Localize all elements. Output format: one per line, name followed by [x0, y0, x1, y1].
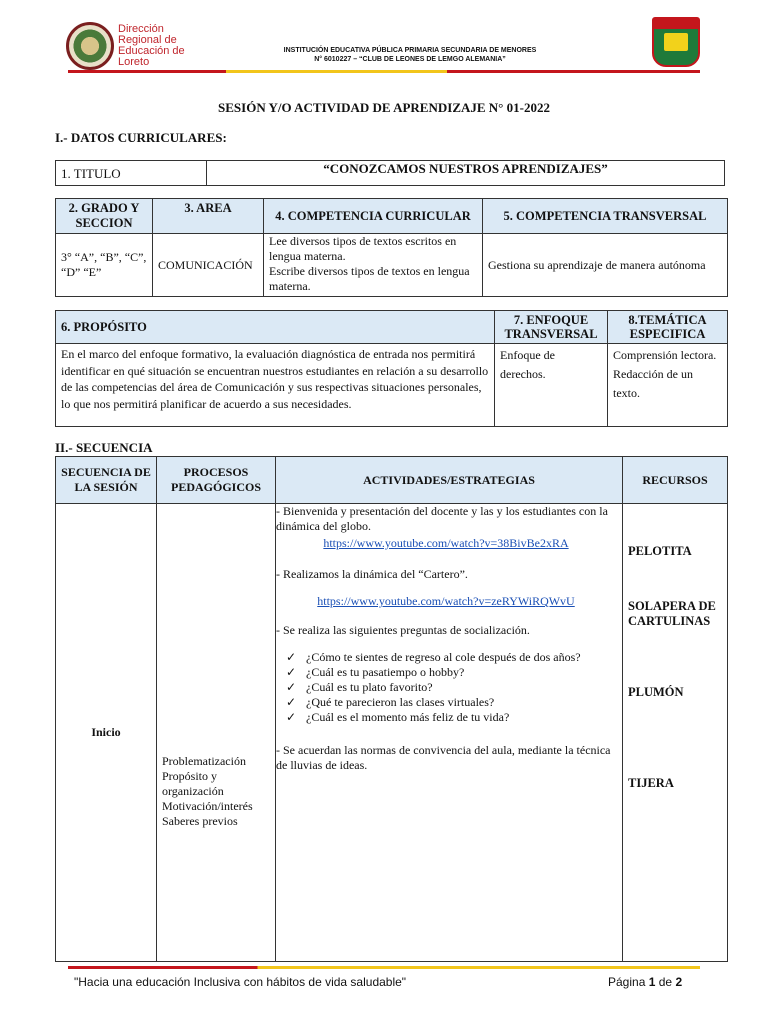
recursos-cell — [623, 504, 728, 962]
pregunta-item — [286, 695, 616, 710]
recurso-item: TIJERA — [628, 776, 674, 790]
proceso-item: Propósito y organización — [162, 769, 224, 798]
preguntas-list — [286, 650, 616, 725]
proceso-item: Saberes previos — [162, 814, 238, 828]
header-actividades: ACTIVIDADES/ESTRATEGIAS — [276, 457, 623, 504]
header-grado: 2. GRADO Y SECCION — [56, 199, 153, 234]
actividad-bienvenida: - Bienvenida y presentación del docente y las y los estudiantes con la dinámica del globo. — [276, 504, 608, 533]
checkmark-icon: ✓ — [286, 695, 297, 709]
drel-logo — [66, 22, 114, 70]
pregunta-text: ¿Cuál es tu pasatiempo o hobby? — [306, 665, 465, 679]
datos-table — [55, 198, 728, 297]
titulo-label: 1. TITULO — [56, 161, 207, 186]
proceso-item: Problematización — [162, 754, 246, 768]
actividad-preguntas: - Se realiza las siguientes preguntas de socialización. — [276, 623, 530, 637]
titulo-value: “CONOZCAMOS NUESTROS APRENDIZAJES” — [207, 161, 725, 186]
pregunta-item — [286, 665, 616, 680]
pregunta-text: ¿Cuál es tu plato favorito? — [306, 680, 433, 694]
actividades-cell — [276, 504, 623, 962]
direccion-line: Educación de — [118, 45, 185, 57]
page-indicator — [608, 975, 682, 989]
recurso-item: PELOTITA — [628, 544, 692, 558]
enfoque-value: Enfoque de derechos. — [495, 344, 608, 427]
youtube-link-globo[interactable]: https://www.youtube.com/watch?v=38BivBe2xRA — [323, 536, 569, 550]
tematica-1: Comprensión lectora. — [613, 348, 717, 362]
pregunta-text: ¿Qué te parecieron las clases virtuales? — [306, 695, 495, 709]
proceso-item: Motivación/interés — [162, 799, 253, 813]
school-crest-logo — [652, 17, 700, 67]
header-secuencia: SECUENCIA DE LA SESIÓN — [56, 457, 157, 504]
tematica-2: Redacción de un texto. — [613, 367, 693, 400]
direccion-line: Loreto — [118, 56, 150, 68]
pregunta-item — [286, 650, 616, 665]
page-number: 1 — [648, 975, 656, 989]
transversal-value: Gestiona su aprendizaje de manera autónoma — [483, 234, 728, 297]
header-recursos: RECURSOS — [623, 457, 728, 504]
direccion-line: Dirección — [118, 23, 164, 35]
header-enfoque: 7. ENFOQUE TRANSVERSAL — [495, 311, 608, 344]
footer-motto: "Hacia una educación Inclusiva con hábitos de vida saludable" — [74, 975, 407, 989]
page-of: de — [658, 975, 673, 989]
pregunta-text: ¿Cómo te sientes de regreso al cole después de dos años? — [306, 650, 581, 664]
direccion-line: Regional de — [118, 34, 177, 46]
institution-line-1: INSTITUCIÓN EDUCATIVA PÚBLICA PRIMARIA SECUNDARIA DE MENORES — [283, 47, 537, 54]
header-competencia: 4. COMPETENCIA CURRICULAR — [264, 199, 483, 234]
recurso-item: PLUMÓN — [628, 685, 684, 699]
titulo-table — [55, 160, 725, 186]
competencia-1: Lee diversos tipos de textos escritos en lengua materna. — [269, 234, 457, 263]
secuencia-table — [55, 456, 728, 962]
institution-name — [250, 46, 570, 64]
checkmark-icon: ✓ — [286, 710, 297, 724]
section-secuencia: II.- SECUENCIA — [55, 440, 153, 455]
grado-value: 3° “A”, “B”, “C”, “D” “E” — [56, 234, 153, 297]
recurso-item: SOLAPERA DE CARTULINAS — [628, 599, 716, 628]
institution-line-2: N° 6010227 – “CLUB DE LEONES DE LEMGO ALEMANIA” — [314, 56, 506, 63]
crest-badge-icon — [664, 33, 688, 51]
area-value: COMUNICACIÓN — [153, 234, 264, 297]
pregunta-text: ¿Cuál es el momento más feliz de tu vida? — [306, 710, 510, 724]
proposito-table — [55, 310, 728, 427]
proposito-text: En el marco del enfoque formativo, la evaluación diagnóstica de entrada nos permitirá identificar en qué situación se encuentran nuestros estudiantes en relación a su desarrollo de las competencias del área de Comunicación y sus respectivas situaciones personales, lo que nos permitirá planificar de acuerdo a sus necesidades. — [56, 344, 495, 427]
procesos-cell — [157, 504, 276, 962]
actividad-cartero: - Realizamos la dinámica del “Cartero”. — [276, 567, 468, 581]
header-divider — [68, 70, 700, 73]
checkmark-icon: ✓ — [286, 650, 297, 664]
header-procesos: PROCESOS PEDAGÓGICOS — [157, 457, 276, 504]
pregunta-item — [286, 710, 616, 725]
checkmark-icon: ✓ — [286, 665, 297, 679]
competencia-cell — [264, 234, 483, 297]
header-transversal: 5. COMPETENCIA TRANSVERSAL — [483, 199, 728, 234]
competencia-2: Escribe diversos tipos de textos en lengua materna. — [269, 264, 470, 293]
header-area: 3. AREA — [153, 199, 264, 234]
section-datos-curriculares: I.- DATOS CURRICULARES: — [55, 130, 227, 145]
page-label: Página — [608, 975, 646, 989]
youtube-link-cartero[interactable]: https://www.youtube.com/watch?v=zeRYWiRQWvU — [317, 594, 575, 608]
momento-inicio: Inicio — [56, 504, 157, 962]
direccion-regional-text — [118, 24, 185, 68]
header-tematica: 8.TEMÁTICA ESPECIFICA — [608, 311, 728, 344]
pregunta-item — [286, 680, 616, 695]
document-title: SESIÓN Y/O ACTIVIDAD DE APRENDIZAJE N° 01-2022 — [218, 100, 550, 115]
page-total: 2 — [675, 975, 683, 989]
tematica-cell — [608, 344, 728, 427]
header-proposito: 6. PROPÓSITO — [56, 311, 495, 344]
actividad-normas: - Se acuerdan las normas de convivencia del aula, mediante la técnica de lluvias de ideas. — [276, 743, 611, 772]
footer-divider — [68, 966, 700, 969]
checkmark-icon: ✓ — [286, 680, 297, 694]
